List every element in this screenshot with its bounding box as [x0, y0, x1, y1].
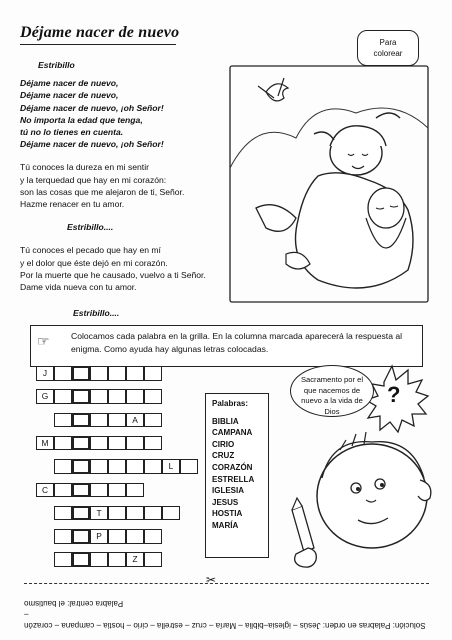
page-title: Déjame nacer de nuevo — [20, 24, 180, 41]
word-list-label: Palabras: — [212, 399, 249, 408]
grid-cell[interactable] — [108, 389, 126, 404]
solution-line: Palabra central: el bautismo — [24, 599, 124, 608]
grid-cell[interactable] — [90, 483, 108, 498]
grid-cell[interactable] — [126, 483, 144, 498]
key-column-cell[interactable] — [72, 459, 90, 474]
word-item: MARÍA — [212, 520, 239, 530]
grid-cell[interactable] — [144, 436, 162, 451]
grid-cell[interactable] — [90, 436, 108, 451]
grid-cell[interactable] — [126, 506, 144, 521]
grid-cell[interactable] — [144, 366, 162, 381]
key-column-cell[interactable] — [72, 389, 90, 404]
grid-cell[interactable]: G — [36, 389, 54, 404]
grid-cell[interactable]: J — [36, 366, 54, 381]
title-underline — [20, 44, 176, 45]
coloring-bubble: Para colorear — [357, 30, 419, 66]
grid-cell[interactable] — [108, 552, 126, 567]
song-lyrics — [20, 59, 225, 319]
grid-cell[interactable] — [54, 483, 72, 498]
lyric-line: Déjame nacer de nuevo, — [20, 78, 119, 89]
lyric-line: Dame vida nueva con tu amor. — [20, 282, 137, 293]
key-column-cell[interactable] — [72, 552, 90, 567]
key-column-cell[interactable] — [72, 483, 90, 498]
boy-hand — [295, 548, 317, 567]
grid-cell[interactable]: T — [90, 506, 108, 521]
instructions-text: Colocamos cada palabra en la grilla. En la columna marcada aparecerá la respuesta al enigma. Como ayuda hay algunas letras colocadas. — [71, 331, 403, 354]
crossword-grid — [36, 360, 206, 565]
lyric-line: Por la muerte que he causado, vuelvo a ti Señor. — [20, 269, 206, 280]
grid-cell[interactable] — [108, 436, 126, 451]
grid-cell[interactable] — [108, 459, 126, 474]
father-figure — [296, 173, 414, 288]
cut-line — [24, 583, 429, 584]
word-item: CRUZ — [212, 451, 235, 461]
word-item: ESTRELLA — [212, 474, 255, 484]
grid-cell[interactable] — [54, 552, 72, 567]
solution-line: Solución: Palabras en orden: Jesús – iglesia–biblia – María – cruz – estrella – cirio – hostia – campana – corazón – — [24, 610, 426, 630]
key-column-cell[interactable] — [72, 366, 90, 381]
key-column-cell[interactable] — [72, 506, 90, 521]
grid-cell[interactable]: L — [162, 459, 180, 474]
grid-cell[interactable] — [126, 529, 144, 544]
grid-cell[interactable] — [108, 366, 126, 381]
word-item: IGLESIA — [212, 486, 245, 496]
grid-cell[interactable] — [90, 366, 108, 381]
word-item: CORAZÓN — [212, 462, 253, 472]
word-item: CIRIO — [212, 439, 235, 449]
lyric-line: Hazme renacer en tu amor. — [20, 199, 125, 210]
grid-cell[interactable] — [126, 459, 144, 474]
grid-cell[interactable] — [162, 506, 180, 521]
grid-cell[interactable]: C — [36, 483, 54, 498]
grid-cell[interactable] — [144, 459, 162, 474]
word-item: CAMPANA — [212, 428, 253, 438]
grid-cell[interactable] — [126, 389, 144, 404]
lyric-line: Tú conoces la dureza en mi sentir — [20, 162, 149, 173]
grid-cell[interactable] — [144, 413, 162, 428]
father-head — [368, 188, 404, 228]
word-item: HOSTIA — [212, 509, 243, 519]
question-mark: ? — [387, 382, 401, 407]
estribillo-reference: Estribillo.... — [73, 308, 120, 319]
estribillo-label: Estribillo — [38, 60, 75, 70]
lyric-line: y la terquedad que hay en mi corazón: — [20, 174, 167, 185]
grid-cell[interactable] — [54, 436, 72, 451]
boy-head — [317, 444, 427, 548]
lyric-line: Tú conoces el pecado que hay en mí — [20, 245, 161, 256]
grid-cell[interactable] — [54, 459, 72, 474]
key-column-cell[interactable] — [72, 529, 90, 544]
grid-cell[interactable] — [54, 413, 72, 428]
estribillo-reference: Estribillo.... — [67, 222, 114, 233]
grid-cell[interactable]: M — [36, 436, 54, 451]
grid-cell[interactable] — [144, 389, 162, 404]
father-child-illustration — [226, 58, 432, 306]
grid-cell[interactable] — [108, 413, 126, 428]
word-list-box — [205, 393, 269, 558]
lyric-line: son las cosas que me alejaron de ti, Señor. — [20, 186, 185, 197]
grid-cell[interactable] — [90, 459, 108, 474]
dove-icon — [266, 84, 288, 101]
pointing-hand-icon: ☞ — [37, 333, 50, 349]
grid-cell[interactable] — [108, 529, 126, 544]
grid-cell[interactable] — [108, 506, 126, 521]
grid-cell[interactable] — [90, 389, 108, 404]
lyric-line: Déjame nacer de nuevo, — [20, 90, 119, 101]
lyric-line: Déjame nacer de nuevo, ¡oh Señor! — [20, 139, 164, 150]
lyric-line: y el dolor que éste dejó en mi corazón. — [20, 257, 168, 268]
key-column-cell[interactable] — [72, 436, 90, 451]
grid-cell[interactable]: Z — [126, 552, 144, 567]
grid-cell[interactable] — [54, 366, 72, 381]
word-item: BIBLIA — [212, 416, 239, 426]
lyric-line: No importa la edad que tenga, — [20, 114, 143, 125]
solution-footer — [24, 591, 429, 631]
grid-cell[interactable] — [54, 506, 72, 521]
grid-cell[interactable] — [90, 413, 108, 428]
grid-cell[interactable] — [126, 436, 144, 451]
key-column-cell[interactable] — [72, 413, 90, 428]
grid-cell[interactable] — [54, 389, 72, 404]
lyric-line: tú no lo tienes en cuenta. — [20, 127, 124, 138]
grid-cell[interactable] — [180, 459, 198, 474]
riddle-bubble: Sacramento por el que nacemos de nuevo a la vida de Dios — [290, 365, 374, 417]
grid-cell[interactable] — [126, 366, 144, 381]
grid-cell[interactable] — [144, 552, 162, 567]
word-item: JESUS — [212, 497, 239, 507]
grid-cell[interactable] — [90, 552, 108, 567]
grid-cell[interactable] — [144, 529, 162, 544]
grid-cell[interactable] — [144, 506, 162, 521]
grid-cell[interactable]: A — [126, 413, 144, 428]
scissors-icon: ✂ — [206, 573, 217, 587]
grid-cell[interactable] — [108, 483, 126, 498]
lyric-line: Déjame nacer de nuevo, ¡oh Señor! — [20, 102, 164, 113]
pencil-icon — [292, 506, 314, 552]
grid-cell[interactable] — [54, 529, 72, 544]
grid-cell[interactable]: P — [90, 529, 108, 544]
